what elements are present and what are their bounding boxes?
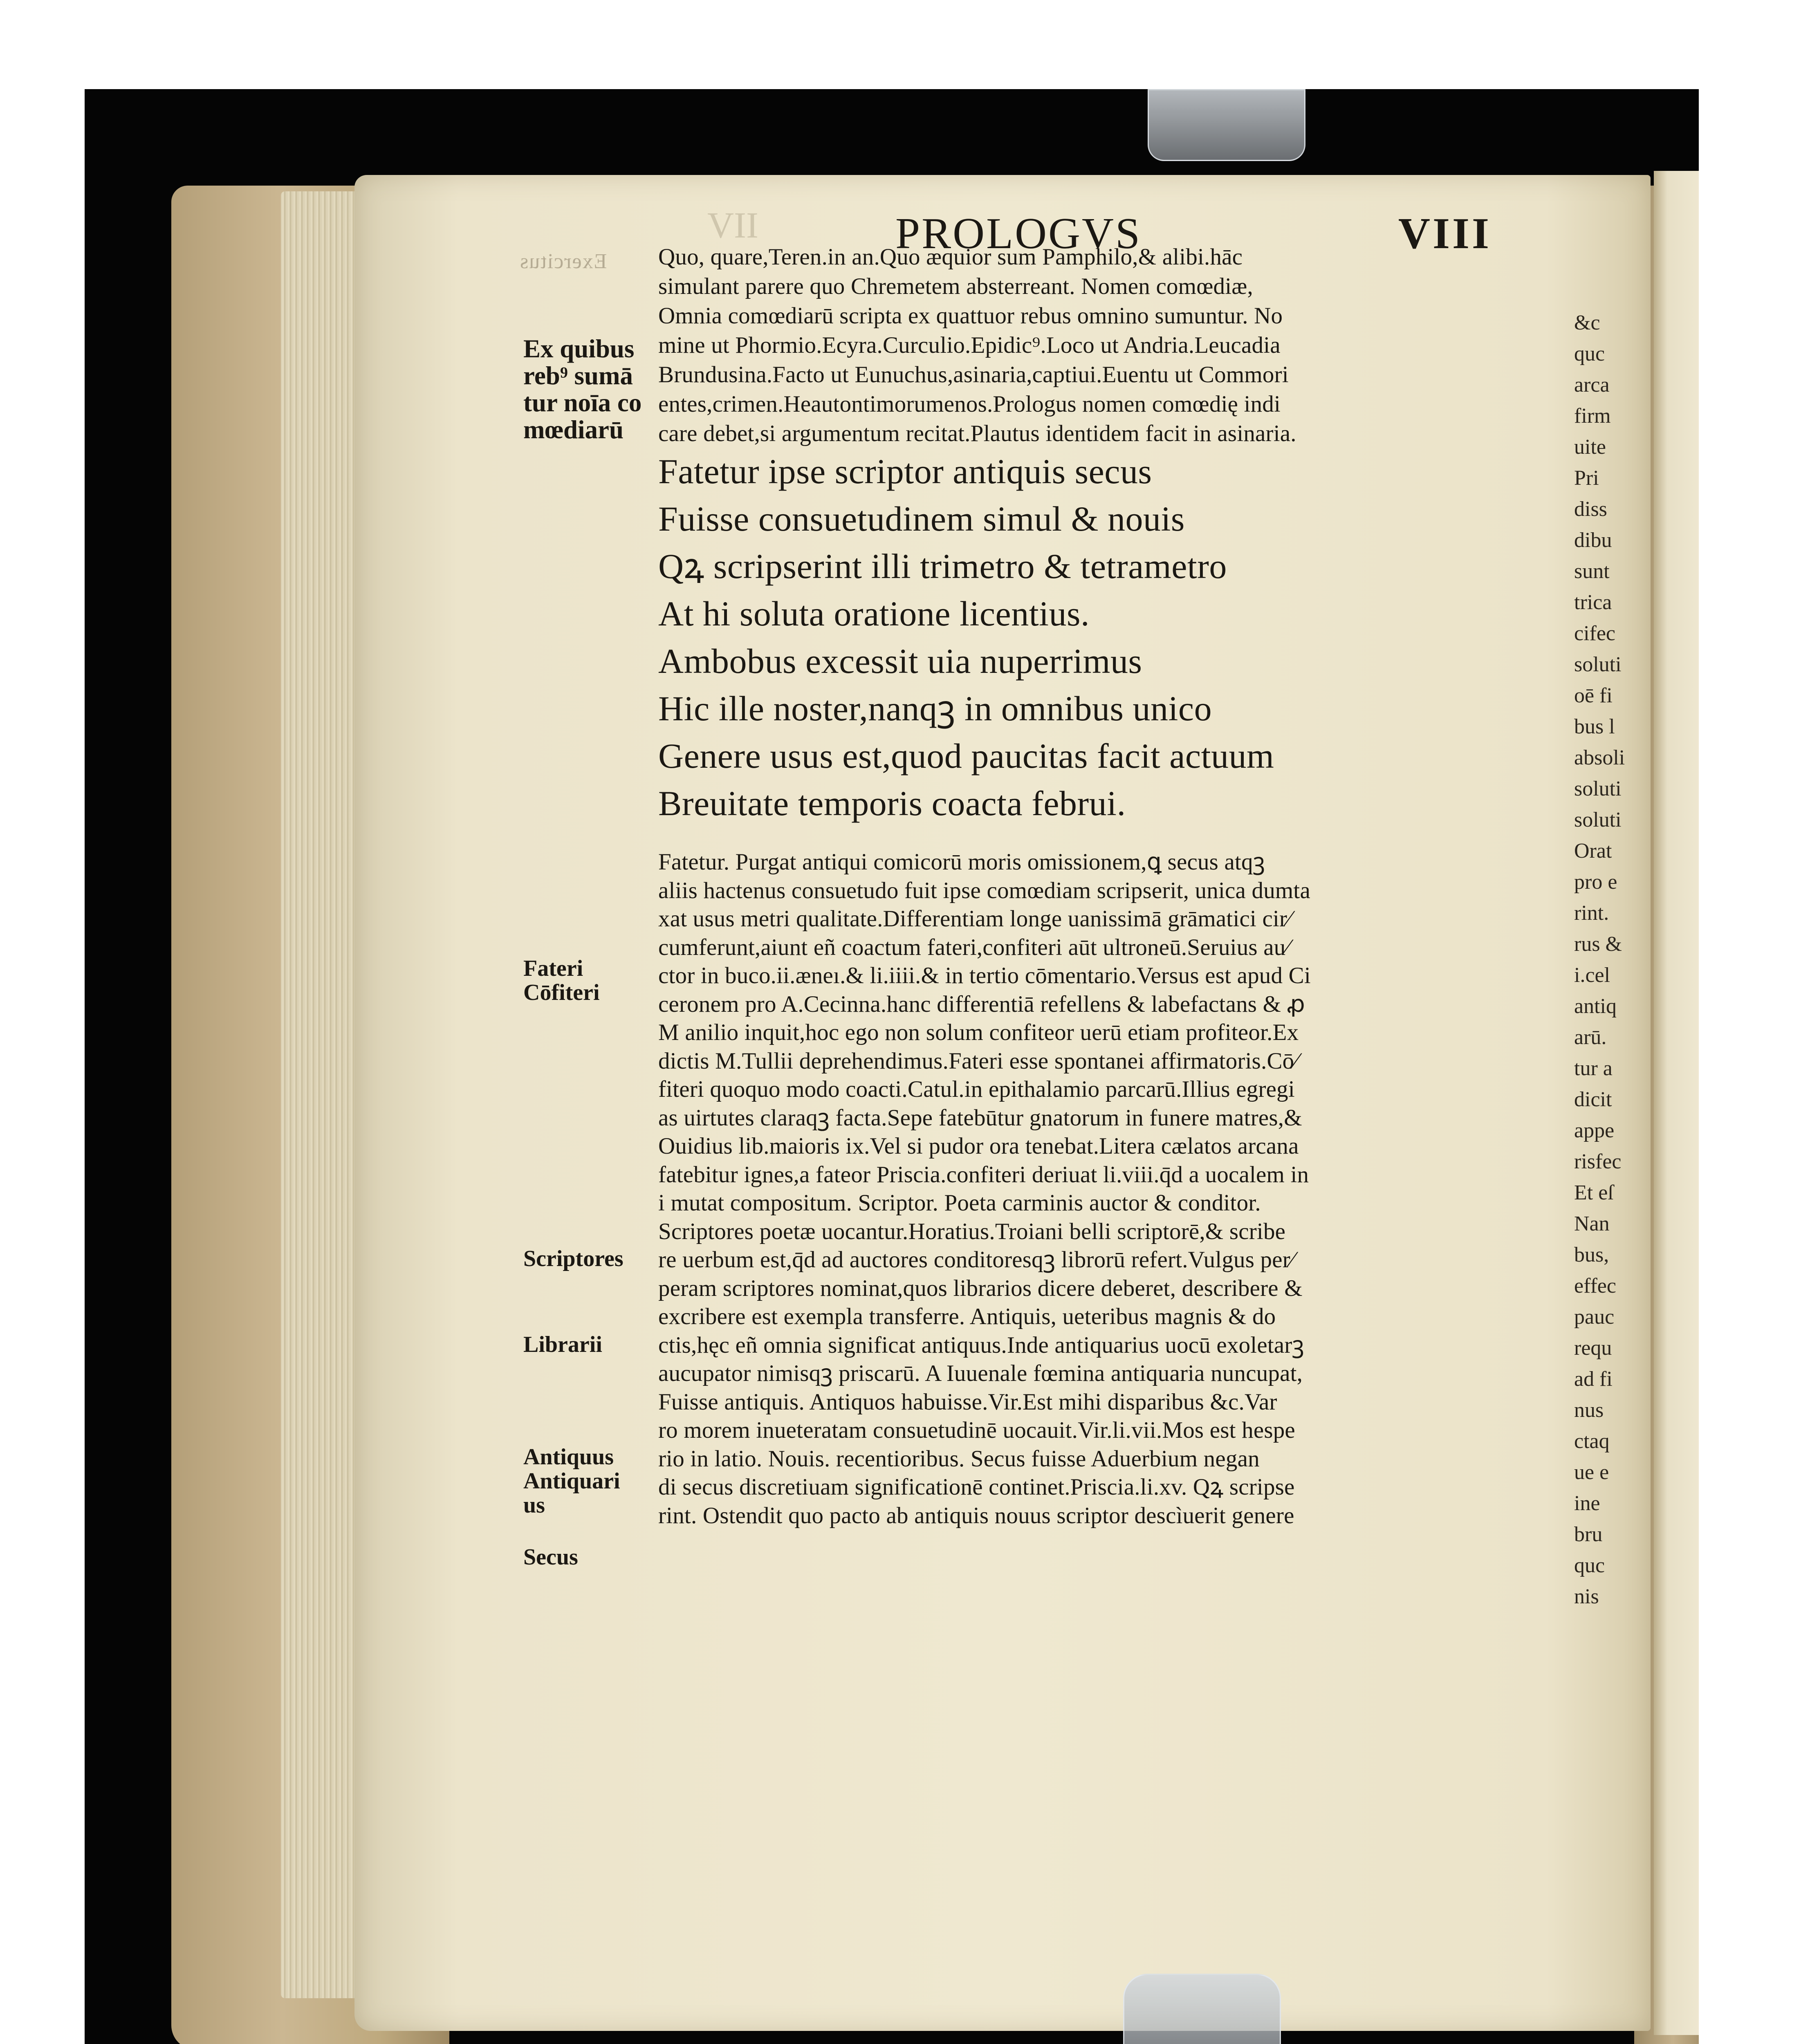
text-line: entes,crimen.Heautontimorumenos.Prologus nomen comœdię indi	[658, 391, 1281, 417]
marginal-line: Secus	[523, 1544, 578, 1570]
text-line: Ouidius lib.maioris ix.Vel si pudor ora tenebat.Litera cælatos arcana	[658, 1133, 1299, 1159]
facing-page-fragment: Nan	[1574, 1212, 1610, 1235]
facing-page-fragment: oē fi	[1574, 684, 1613, 707]
marginal-note	[523, 1545, 578, 1569]
facing-page-fragment: effec	[1574, 1274, 1616, 1298]
facing-page-fragment: tur a	[1574, 1057, 1613, 1080]
verse-line: Ambobus excessit uia nuperrimus	[658, 641, 1142, 681]
facing-page-fragment: &c	[1574, 311, 1600, 334]
facing-page-fragment: arca	[1574, 373, 1610, 397]
facing-page-fragment: soluti	[1574, 653, 1622, 676]
facing-page-fragment: sunt	[1574, 560, 1610, 583]
facing-page-fragment: risfec	[1574, 1150, 1622, 1173]
facing-page-fragment: bus l	[1574, 715, 1615, 738]
facing-page-fragment: antiq	[1574, 995, 1617, 1018]
text-line: aucupator nimisqꝫ priscarū. A Iuuenale fœmina antiquaria nuncupat,	[658, 1360, 1303, 1386]
marginal-line: Antiquus	[523, 1444, 614, 1470]
facing-page-fragment: Orat	[1574, 839, 1612, 863]
show-through-folio: VII	[707, 205, 758, 246]
facing-page-fragment: nis	[1574, 1585, 1599, 1608]
facing-page-fragment: nus	[1574, 1399, 1604, 1422]
text-line: cumferunt,aiunt eñ coactum fateri,confiteri aūt ultroneū.Seruius au⁄	[658, 935, 1290, 960]
marginal-line: Librarii	[523, 1332, 602, 1357]
text-line: dictis M.Tullii deprehendimus.Fateri esse spontanei affirmatoris.Cō⁄	[658, 1048, 1299, 1074]
text-line: Fatetur. Purgat antiqui comicorū moris omissionem,ꝗ secus atqꝫ	[658, 849, 1265, 875]
verse-line: Fatetur ipse scriptor antiquis secus	[658, 452, 1152, 491]
facing-page-fragment: quc	[1574, 1554, 1605, 1577]
facing-page-fragment: firm	[1574, 404, 1611, 428]
facing-page-fragment: Et eſ	[1574, 1181, 1614, 1204]
text-line: simulant parere quo Chremetem absterreant. Nomen comœdiæ,	[658, 273, 1253, 299]
facing-page-fragment: ctaq	[1574, 1430, 1610, 1453]
marginal-note	[523, 1333, 602, 1357]
facing-page-fragment: i.cel	[1574, 964, 1610, 987]
facing-page-fragment: bus,	[1574, 1243, 1609, 1266]
text-line: i mutat compositum. Scriptor. Poeta carminis auctor & conditor.	[658, 1190, 1261, 1216]
text-line: Fuisse antiquis. Antiquos habuisse.Vir.Est mihi disparibus &c.Var	[658, 1389, 1277, 1415]
marginal-note	[523, 335, 641, 444]
facing-page-fragment: soluti	[1574, 808, 1622, 831]
text-line: peram scriptores nominat,quos librarios dicere deberet, describere &	[658, 1275, 1303, 1301]
facing-page-fragment: dicit	[1574, 1088, 1612, 1111]
text-line: ro morem inueteratam consuetudinē uocauit.Vir.li.vii.Mos est hespe	[658, 1417, 1295, 1443]
facing-page-fragment: absoli	[1574, 746, 1625, 769]
text-line: di secus discretiuam significationē continet.Priscia.li.xv. Qꝝ scripse	[658, 1474, 1295, 1500]
text-line: Scriptores poetæ uocantur.Horatius.Troiani belli scriptorē,& scribe	[658, 1219, 1286, 1244]
text-line: Omnia comœdiarū scripta ex quattuor rebus omnino sumuntur. No	[658, 303, 1283, 329]
verse-line: Hic ille noster,nanqꝫ in omnibus unico	[658, 689, 1212, 728]
text-line: as uirtutes claraqꝫ facta.Sepe fatebūtur gnatorum in funere matres,&	[658, 1105, 1302, 1131]
text-line: re uerbum est,q̄d ad auctores conditoresqꝫ librorū refert.Vulgus per⁄	[658, 1247, 1294, 1273]
text-line: fiteri quoquo modo coacti.Catul.in epithalamio parcarū.Illius egregi	[658, 1076, 1295, 1102]
facing-page-fragment: ue e	[1574, 1461, 1609, 1484]
facing-page-fragment: ine	[1574, 1492, 1600, 1515]
marginal-note	[523, 1445, 620, 1517]
facing-page-fragment: diss	[1574, 498, 1607, 521]
facing-page-fragment: bru	[1574, 1523, 1603, 1546]
facing-page-fragment: requ	[1574, 1336, 1612, 1360]
facing-page-fragment: cifec	[1574, 622, 1616, 645]
text-line: Brundusina.Facto ut Eunuchus,asinaria,captiui.Euentu ut Commori	[658, 362, 1289, 388]
marginal-note	[523, 957, 600, 1005]
facing-page-fragment: quc	[1574, 342, 1605, 365]
text-line: excribere est exempla transferre. Antiquis, ueteribus magnis & do	[658, 1304, 1276, 1329]
text-line: care debet,si argumentum recitat.Plautus identidem facit in asinaria.	[658, 421, 1296, 446]
text-line: fatebitur ignes,a fateor Priscia.confiteri deriuat li.viii.q̄d a uocalem in	[658, 1162, 1309, 1188]
folio-number: VIII	[1398, 209, 1492, 258]
show-through-text: Exercitus	[519, 250, 607, 273]
text-line: ctor in buco.ii.æneı.& li.iiii.& in tertio cōmentario.Versus est apud Ci	[658, 963, 1311, 988]
text-line: Quo, quare,Teren.in an.Quo æquior sum Pamphilo,& alibi.hāc	[658, 244, 1243, 270]
facing-page-fragment: rus &	[1574, 932, 1622, 956]
facing-page-fragment: pro e	[1574, 870, 1617, 894]
verse-line: Fuisse consuetudinem simul & nouis	[658, 499, 1185, 538]
verse-line: Genere usus est,quod paucitas facit actuum	[658, 736, 1274, 775]
verse-line: Breuitate temporis coacta februi.	[658, 784, 1126, 823]
facing-page-fragment: trica	[1574, 591, 1612, 614]
facing-page-fragment: dibu	[1574, 529, 1612, 552]
text-line: rio in latio. Nouis. recentioribus. Secus fuisse Aduerbium negan	[658, 1446, 1260, 1472]
marginal-line: mœdiarū	[523, 415, 624, 444]
marginal-line: Fateri	[523, 956, 583, 981]
text-line: rint. Ostendit quo pacto ab antiquis nouus scriptor descìuerit genere	[658, 1503, 1294, 1529]
facing-page-fragment: Pri	[1574, 466, 1599, 490]
facing-page-fragment: rint.	[1574, 901, 1609, 925]
text-line: aliis hactenus consuetudo fuit ipse comœdiam scripserit, unica dumta	[658, 878, 1310, 903]
marginal-line: us	[523, 1492, 545, 1518]
text-line: ceronem pro A.Cecinna.hanc differentiā refellens & labefactans & ꝓ	[658, 991, 1305, 1017]
text-line: mine ut Phormio.Ecyra.Curculio.Epidic⁹.Loco ut Andria.Leucadia	[658, 332, 1281, 358]
facing-page-fragment: appe	[1574, 1119, 1615, 1142]
marginal-line: reb⁹ sumā	[523, 361, 633, 390]
marginal-note	[523, 1247, 624, 1271]
text-line: M anilio inquit,hoc ego non solum confiteor uerū etiam profiteor.Ex	[658, 1020, 1299, 1045]
facing-page-fragment: pauc	[1574, 1305, 1615, 1329]
facing-page-fragment: arū.	[1574, 1026, 1607, 1049]
text-line: xat usus metri qualitate.Differentiam longe uanissimā grāmatici cir⁄	[658, 906, 1291, 932]
text-line: ctis,hęc eñ omnia significat antiquus.Inde antiquarius uocū exoletarꝫ	[658, 1332, 1304, 1358]
marginal-line: Cōfiteri	[523, 979, 600, 1005]
marginal-line: Scriptores	[523, 1246, 624, 1271]
facing-page-fragment: soluti	[1574, 777, 1622, 800]
verse-line: Qꝝ scripserint illi trimetro & tetrametro	[658, 547, 1227, 586]
marginal-line: Ex quibus	[523, 334, 635, 363]
marginal-line: tur noīa co	[523, 388, 642, 417]
verse-line: At hi soluta oratione licentius.	[658, 594, 1090, 633]
marginal-line: Antiquari	[523, 1468, 620, 1494]
facing-page-fragment: uite	[1574, 435, 1606, 459]
facing-page-fragment: ad fi	[1574, 1367, 1613, 1391]
running-head: PROLOGVS	[895, 209, 1142, 258]
